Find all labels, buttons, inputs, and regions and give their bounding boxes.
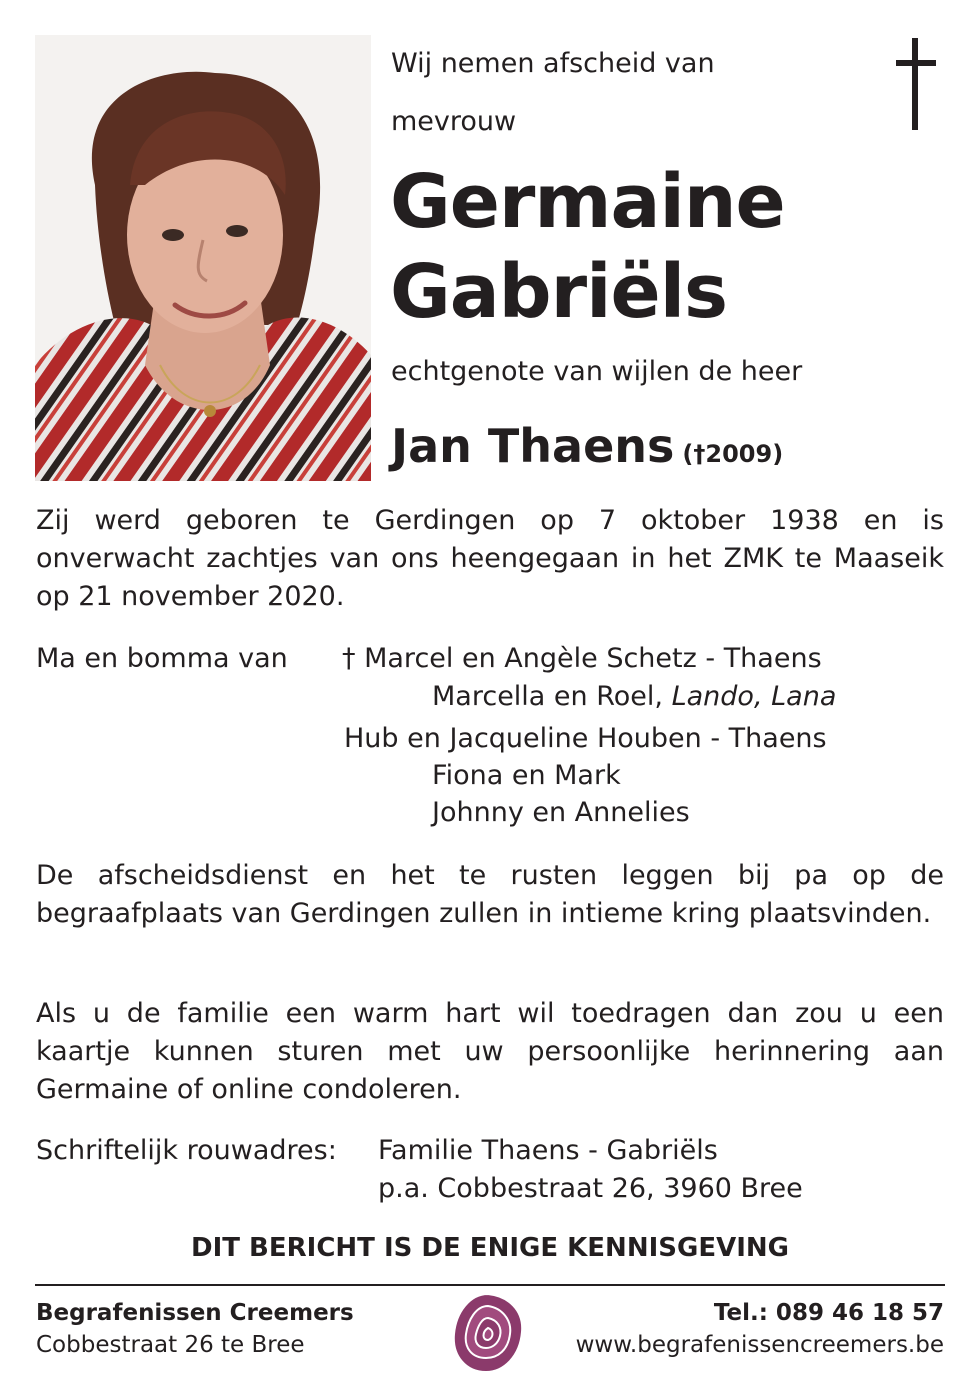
spouse-name: Jan Thaens: [391, 419, 675, 473]
intro-line-1: Wij nemen afscheid van: [391, 48, 715, 79]
family-line: [344, 720, 827, 758]
company-website[interactable]: www.begrafenissencreemers.be: [575, 1332, 944, 1358]
spouse-intro: echtgenote van wijlen de heer: [391, 356, 803, 387]
family-names: Fiona en Mark: [432, 760, 621, 791]
family-names: Johnny en Annelies: [432, 797, 690, 828]
family-names: Marcel en Angèle Schetz - Thaens: [364, 643, 822, 674]
deceased-marker: †: [342, 643, 365, 674]
company-phone: Tel.: 089 46 18 57: [713, 1300, 944, 1326]
grandchildren-names: Lando, Lana: [671, 681, 837, 712]
address-line-2: p.a. Cobbestraat 26, 3960 Bree: [378, 1173, 803, 1204]
notice-banner: DIT BERICHT IS DE ENIGE KENNISGEVING: [191, 1233, 789, 1263]
deceased-last-name: Gabriëls: [390, 249, 728, 335]
service-paragraph: De afscheidsdienst en het te rusten leggen bij pa op de begraafplaats van Gerdingen zullen in intieme kring plaatsvinden.: [36, 860, 944, 929]
birth-paragraph: Zij werd geboren te Gerdingen op 7 oktober 1938 en is onverwacht zachtjes van ons heengegaan in het ZMK te Maaseik op 21 november 2020.: [36, 505, 944, 612]
intro-line-2: mevrouw: [391, 106, 517, 137]
footer-divider: [35, 1284, 945, 1286]
company-name: Begrafenissen Creemers: [36, 1300, 354, 1326]
rose-icon: [448, 1292, 528, 1374]
spouse-death-year: (†2009): [682, 440, 784, 468]
portrait-photo: [35, 35, 371, 481]
address-line-1: Familie Thaens - Gabriëls: [378, 1135, 718, 1166]
family-names: Hub en Jacqueline Houben - Thaens: [344, 723, 827, 754]
family-lead: Ma en bomma van: [36, 643, 288, 674]
family-line: [432, 678, 836, 716]
condolence-paragraph: Als u de familie een warm hart wil toedragen dan zou u een kaartje kunnen sturen met uw persoonlijke herinnering aan Germaine of online condoleren.: [36, 998, 944, 1105]
company-street: Cobbestraat 26 te Bree: [36, 1332, 305, 1358]
deceased-first-name: Germaine: [390, 159, 785, 245]
family-line: [342, 640, 822, 678]
spouse-name-line: [391, 418, 783, 482]
family-line: [432, 794, 690, 832]
address-label: Schriftelijk rouwadres:: [36, 1135, 337, 1166]
family-line: [432, 757, 621, 795]
family-names: Marcella en Roel,: [432, 681, 672, 712]
cross-icon: [896, 38, 936, 130]
